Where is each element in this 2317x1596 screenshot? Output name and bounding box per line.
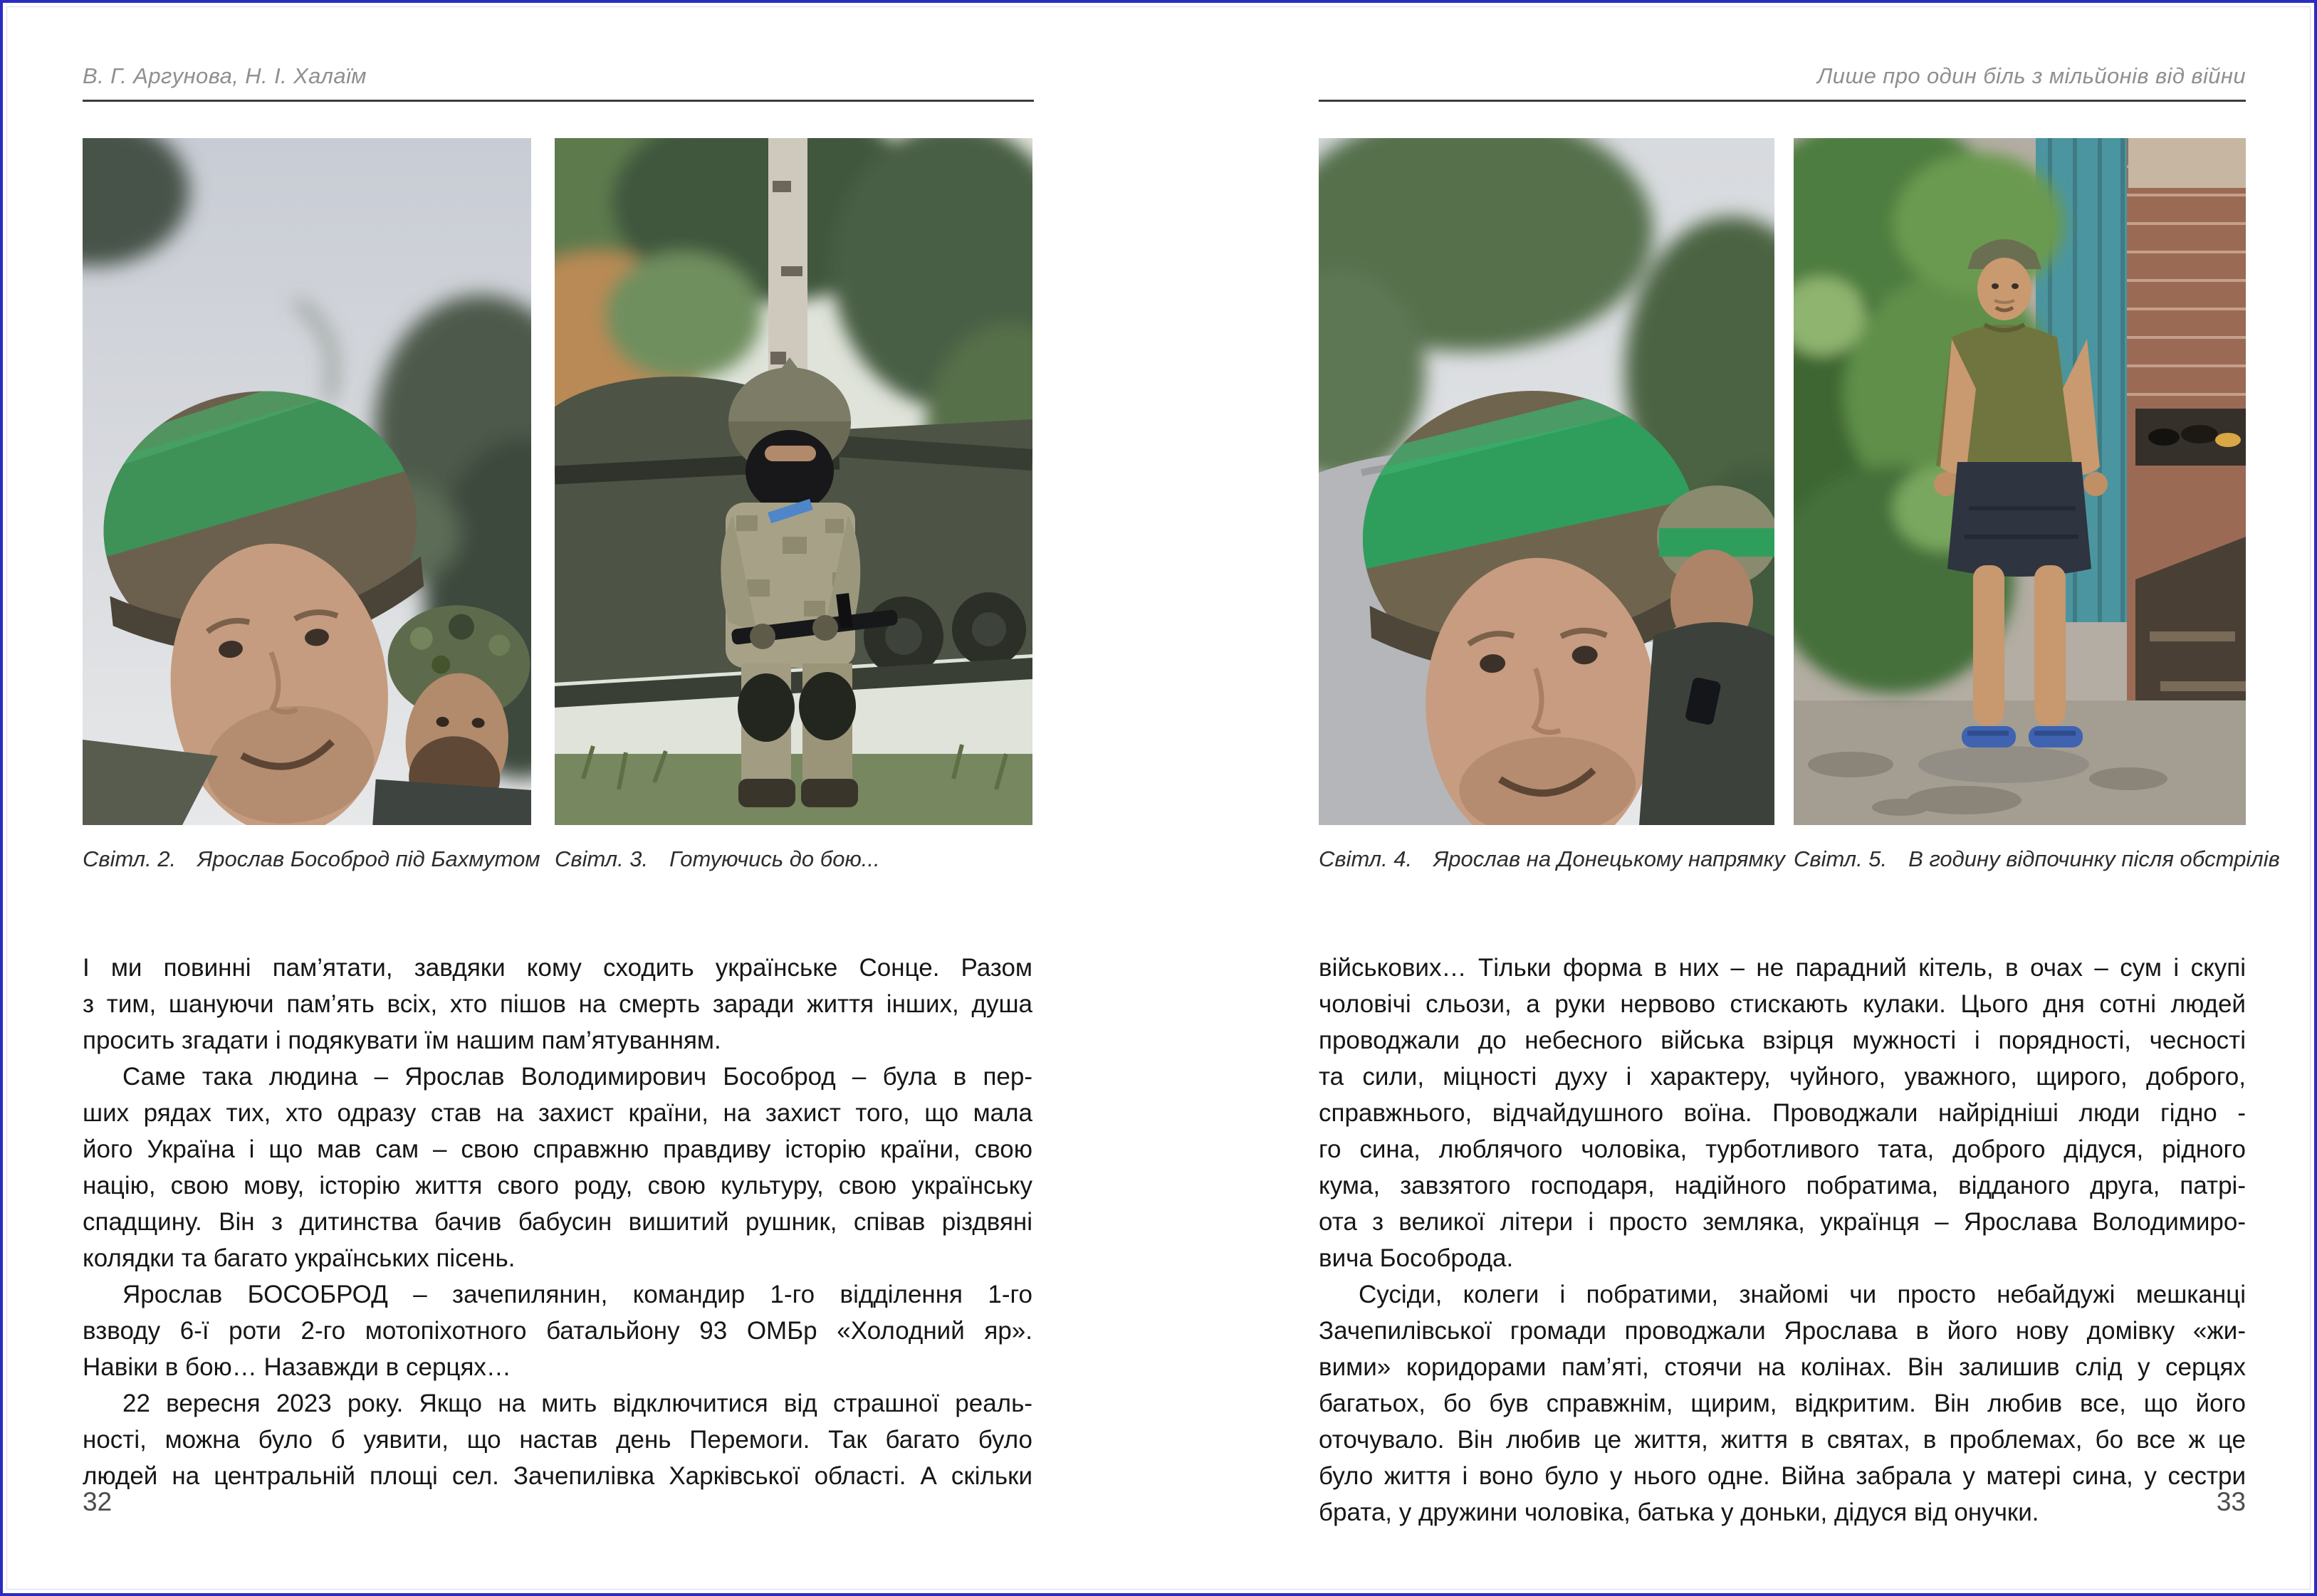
- body-line: 22 вересня 2023 року. Якщо на мить відключитися від страшної реаль-: [122, 1390, 1032, 1417]
- body-line: го сина, люблячого чоловіка, турботливого тата, доброго дідуся, рідного: [1319, 1135, 2246, 1163]
- body-line: націю, свою мову, історію життя свого роду, свою культуру, свою українську: [83, 1172, 1032, 1199]
- body-line: Ярослав БОСОБРОД – зачепилянин, командир 1-го відділення 1-го: [122, 1281, 1032, 1308]
- photo-yaroslav-selfie-bakhmut: [83, 138, 531, 825]
- body-text-right-page: [1319, 950, 2246, 1531]
- body-line: спадщину. Він з дитинства бачив бабусин вишитий рушник, співав різдвяні: [83, 1208, 1032, 1236]
- second-soldier: [1639, 485, 1774, 825]
- caption-text: Ярослав Бособрод під Бахмутом: [197, 846, 540, 871]
- header-rule-right: [1319, 100, 2246, 102]
- body-line: ності, можна було б уявити, що настав день Перемоги. Так багато було: [83, 1426, 1032, 1454]
- caption-label: Світл. 4.: [1319, 846, 1413, 871]
- body-line: І ми повинні пам’ятати, завдяки кому сходить українське Сонце. Разом: [83, 954, 1032, 982]
- body-line: колядки та багато українських пісень.: [83, 1244, 516, 1272]
- header-rule-left: [83, 100, 1034, 102]
- photo-yaroslav-resting-home: [1794, 138, 2246, 825]
- photo-caption-3: [555, 845, 880, 873]
- body-line: справжнього, відчайдушного воїна. Проводжали найрідніші люди гідно -: [1319, 1099, 2246, 1127]
- body-line: Навіки в бою… Назавжди в серцях…: [83, 1353, 511, 1381]
- caption-label: Світл. 3.: [555, 846, 649, 871]
- body-line: взводу 6-ї роти 2-го мотопіхотного батальйону 93 ОМБр «Холодний яр».: [83, 1317, 1032, 1345]
- caption-label: Світл. 2.: [83, 846, 177, 871]
- page-number-right: 33: [2216, 1487, 2246, 1516]
- body-line: було життя і воно було у нього одне. Війна забрала у матері сина, у сестри: [1319, 1462, 2246, 1490]
- body-line: військових… Тільки форма в них – не парадний кітель, в очах – сум і скупі: [1319, 954, 2246, 982]
- body-text-left-page: [83, 950, 1032, 1494]
- photo-yaroslav-donetsk-direction: [1319, 138, 1774, 825]
- body-line: Зачепилівської громади проводжали Ярослава в його нову домівку «жи-: [1319, 1317, 2246, 1345]
- photo-illustration: [1794, 138, 2246, 825]
- body-line: Саме така людина – Ярослав Володимирович Бособрод – була в пер-: [122, 1063, 1032, 1091]
- body-line: вими» коридорами пам’яті, стоячи на колінах. Він залишив слід у серцях: [1319, 1353, 2246, 1381]
- body-line: та сили, міцності духу і характеру, чуйного, уважного, щирого, доброго,: [1319, 1063, 2246, 1091]
- photo-illustration: [1319, 138, 1774, 825]
- body-line: вича Бособрода.: [1319, 1244, 1514, 1272]
- caption-text: В годину відпочинку після обстрілів: [1908, 846, 2280, 871]
- body-line: ших рядах тих, хто одразу став на захист країни, на захист того, що мала: [83, 1099, 1032, 1127]
- body-line: Сусіди, колеги і побратими, знайомі чи просто небайдужі мешканці: [1359, 1281, 2246, 1308]
- photo-caption-2: [83, 845, 540, 873]
- photo-soldier-before-battle: [555, 138, 1032, 825]
- caption-text: Ярослав на Донецькому напрямку: [1433, 846, 1785, 871]
- photo-illustration: [83, 138, 531, 825]
- photo-caption-4: [1319, 845, 1785, 873]
- body-line: чоловічі сльози, а руки нервово стискають кулаки. Цього дня сотні людей: [1319, 990, 2246, 1018]
- caption-text: Готуючись до бою...: [669, 846, 880, 871]
- running-header-title: Лише про один біль з мільйонів від війни: [1817, 63, 2246, 88]
- body-line: людей на центральній площі сел. Зачепилівка Харківської області. А скільки: [83, 1462, 1032, 1490]
- body-line: його Україна і що мав сам – свою справжню правдиву історію країни, свою: [83, 1135, 1032, 1163]
- body-line: ота з великої літери і просто земляка, українця – Ярослава Володимиро-: [1319, 1208, 2246, 1236]
- body-line: оточувало. Він любив це життя, життя в святах, в проблемах, бо все ж це: [1319, 1426, 2246, 1454]
- body-line: з тим, шануючи пам’ять всіх, хто пішов на смерть заради життя інших, душа: [83, 990, 1032, 1018]
- running-header-authors: В. Г. Аргунова, Н. І. Халаїм: [83, 63, 367, 88]
- body-line: брата, у дружини чоловіка, батька у доньки, дідуся від онучки.: [1319, 1498, 2039, 1526]
- body-line: просить згадати і подякувати їм нашим пам’ятуванням.: [83, 1027, 721, 1054]
- body-line: проводжали до небесного війська взірця мужності і порядності, чесності: [1319, 1027, 2246, 1054]
- photo-illustration: [555, 138, 1032, 825]
- caption-label: Світл. 5.: [1794, 846, 1888, 871]
- body-line: багатьох, бо був справжнім, щирим, відкритим. Він любив все, що його: [1319, 1390, 2246, 1417]
- body-line: кума, завзятого господаря, надійного побратима, відданого друга, патрі-: [1319, 1172, 2246, 1199]
- page-number-left: 32: [83, 1487, 113, 1516]
- photo-caption-5: [1794, 845, 2280, 873]
